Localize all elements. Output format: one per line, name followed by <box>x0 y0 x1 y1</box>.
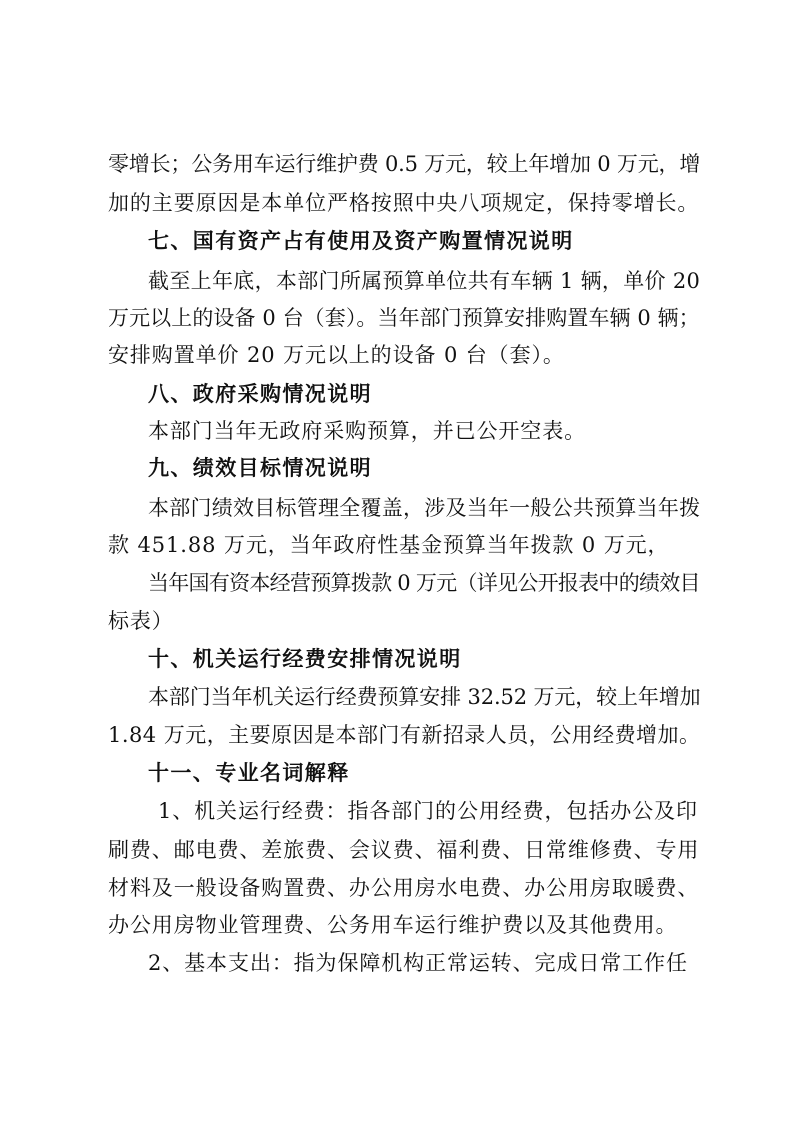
body-text-line: 标表） <box>108 609 174 633</box>
body-text-line: 1、机关运行经费：指各部门的公用经费，包括办公及印 <box>158 799 698 823</box>
section-heading-9: 九、绩效目标情况说明 <box>148 456 372 480</box>
body-text-line: 万元以上的设备 0 台（套）。当年部门预算安排购置车辆 0 辆； <box>108 306 700 330</box>
body-text-line: 刷费、邮电费、差旅费、会议费、福利费、日常维修费、专用 <box>108 838 700 862</box>
body-text-line: 2、基本支出：指为保障机构正常运转、完成日常工作任 <box>148 951 688 975</box>
body-text-line: 当年国有资本经营预算拨款 0 万元（详见公开报表中的绩效目 <box>148 571 700 595</box>
body-text-line: 款 451.88 万元，当年政府性基金预算当年拨款 0 万元， <box>108 533 670 557</box>
section-heading-8: 八、政府采购情况说明 <box>148 382 372 406</box>
body-text-line: 截至上年底，本部门所属预算单位共有车辆 1 辆，单价 20 <box>148 269 701 293</box>
section-heading-11: 十一、专业名词解释 <box>148 761 350 785</box>
body-text-line: 加的主要原因是本单位严格按照中央八项规定，保持零增长。 <box>108 191 700 215</box>
section-heading-7: 七、国有资产占有使用及资产购置情况说明 <box>148 229 574 253</box>
body-text-line: 本部门当年机关运行经费预算安排 32.52 万元，较上年增加 <box>148 685 701 709</box>
body-text-line: 安排购置单价 20 万元以上的设备 0 台（套）。 <box>108 343 565 367</box>
section-heading-10: 十、机关运行经费安排情况说明 <box>148 647 462 671</box>
body-text-line: 零增长；公务用车运行维护费 0.5 万元，较上年增加 0 万元，增 <box>108 152 701 176</box>
body-text-line: 本部门绩效目标管理全覆盖，涉及当年一般公共预算当年拨 <box>148 496 701 520</box>
body-text-line: 材料及一般设备购置费、办公用房水电费、办公用房取暖费、 <box>108 876 700 900</box>
body-text-line: 1.84 万元，主要原因是本部门有新招录人员，公用经费增加。 <box>108 723 701 747</box>
body-text-line: 本部门当年无政府采购预算，并已公开空表。 <box>148 419 586 443</box>
body-text-line: 办公用房物业管理费、公务用车运行维护费以及其他费用。 <box>108 913 678 937</box>
